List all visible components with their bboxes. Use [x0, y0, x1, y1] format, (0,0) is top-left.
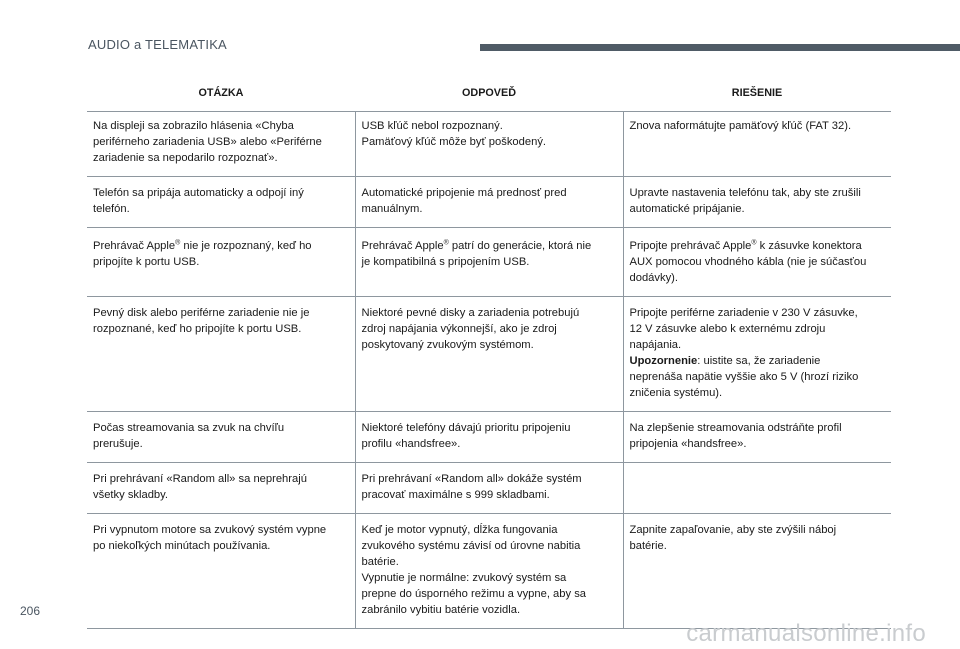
cell-text-line: všetky skladby.	[93, 489, 169, 502]
cell-text-line: pracovať maximálne s 999 skladbami.	[361, 489, 550, 502]
question-cell	[87, 227, 355, 297]
cell-text-line: pripojenia «handsfree».	[629, 438, 747, 451]
cell-text-line: Niektoré pevné disky a zariadenia potrebujú	[361, 307, 580, 320]
header-bar	[480, 44, 960, 51]
cell-text-line: je kompatibilná s pripojením USB.	[361, 256, 530, 269]
cell-text-line: zvukového systému závisí od úrovne nabitia	[361, 540, 581, 553]
column-header-question: OTÁZKA	[87, 75, 355, 111]
cell-text-line: Keď je motor vypnutý, dĺžka fungovania	[361, 524, 558, 537]
cell-text-line: batérie.	[361, 556, 399, 569]
question-cell	[87, 111, 355, 176]
watermark: carmanualsonline.info	[686, 620, 926, 647]
solution-cell	[623, 412, 891, 463]
solution-cell	[623, 176, 891, 227]
cell-text-line: napájania.	[629, 339, 682, 352]
cell-text-line: zariadenie sa nepodarilo rozpoznať».	[93, 151, 278, 164]
table-header-row	[87, 75, 891, 111]
column-header-answer: ODPOVEĎ	[355, 75, 623, 111]
answer-cell	[355, 227, 623, 297]
table-row	[87, 463, 891, 514]
question-cell	[87, 176, 355, 227]
cell-text-line: periférneho zariadenia USB» alebo «Periférne	[93, 135, 322, 148]
question-cell	[87, 463, 355, 514]
table-row	[87, 297, 891, 412]
cell-text-line: manuálnym.	[361, 202, 423, 215]
cell-text-line: Pripojte periférne zariadenie v 230 V zásuvke,	[629, 307, 858, 320]
answer-cell	[355, 176, 623, 227]
cell-text-line: Prehrávač Apple® nie je rozpoznaný, keď ho	[93, 239, 312, 253]
cell-text-line: Telefón sa pripája automaticky a odpojí iný	[93, 186, 304, 199]
question-cell	[87, 412, 355, 463]
cell-text-line: Automatické pripojenie má prednosť pred	[361, 186, 567, 199]
cell-text-line: Pri prehrávaní «Random all» dokáže systém	[361, 473, 582, 486]
question-cell	[87, 297, 355, 412]
answer-cell	[355, 412, 623, 463]
answer-cell	[355, 297, 623, 412]
cell-text-line: Zapnite zapaľovanie, aby ste zvýšili náboj	[629, 524, 837, 537]
cell-text-line: Pamäťový kľúč môže byť poškodený.	[361, 135, 547, 148]
cell-text-line: dodávky).	[629, 272, 679, 285]
cell-text-line: rozpoznané, keď ho pripojíte k portu USB.	[93, 323, 302, 336]
solution-cell	[623, 111, 891, 176]
column-header-solution: RIEŠENIE	[623, 75, 891, 111]
cell-text-line: USB kľúč nebol rozpoznaný.	[361, 119, 503, 132]
cell-text-line: Upravte nastavenia telefónu tak, aby ste zrušili	[629, 186, 861, 199]
cell-text-line: prerušuje.	[93, 438, 143, 451]
note-label: Upozornenie	[629, 355, 698, 368]
page-number: 206	[20, 604, 41, 618]
cell-text-line: Prehrávač Apple® patrí do generácie, ktorá nie	[361, 239, 592, 253]
solution-cell	[623, 297, 891, 412]
cell-text-line: Niektoré telefóny dávajú prioritu pripojeniu	[361, 422, 571, 435]
cell-text-line: prepne do úsporného režimu a vypne, aby sa	[361, 588, 587, 601]
cell-text-line: profilu «handsfree».	[361, 438, 461, 451]
answer-cell	[355, 463, 623, 514]
cell-text-line: automatické pripájanie.	[629, 202, 745, 215]
table-row	[87, 111, 891, 176]
cell-text-line: poskytovaný zvukovým systémom.	[361, 339, 534, 352]
note-text-line: zničenia systému).	[629, 387, 723, 400]
cell-text-line: AUX pomocou vhodného kábla (nie je súčasťou	[629, 256, 867, 269]
table-row	[87, 412, 891, 463]
note-text-line: : uistite sa, že zariadenie	[697, 355, 821, 368]
cell-text-line: 12 V zásuvke alebo k externému zdroju	[629, 323, 826, 336]
cell-text-line: zabránilo vybitiu batérie vozidla.	[361, 604, 521, 617]
table-row	[87, 176, 891, 227]
cell-text-line: Pri vypnutom motore sa zvukový systém vypne	[93, 524, 327, 537]
section-title: AUDIO a TELEMATIKA	[88, 37, 227, 52]
question-cell	[87, 514, 355, 629]
cell-text-line: Znova naformátujte pamäťový kľúč (FAT 32).	[629, 119, 852, 132]
cell-text-line: Pripojte prehrávač Apple® k zásuvke konektora	[629, 239, 862, 253]
table-row	[87, 227, 891, 297]
cell-text-line: pripojíte k portu USB.	[93, 256, 200, 269]
solution-cell	[623, 227, 891, 297]
solution-cell	[623, 463, 891, 514]
cell-text-line: telefón.	[93, 202, 130, 215]
cell-text-line: Vypnutie je normálne: zvukový systém sa	[361, 572, 567, 585]
note-text-line: neprenáša napätie vyššie ako 5 V (hrozí riziko	[629, 371, 859, 384]
solution-cell	[623, 514, 891, 629]
cell-text-line: zdroj napájania výkonnejší, ako je zdroj	[361, 323, 557, 336]
answer-cell	[355, 514, 623, 629]
answer-cell	[355, 111, 623, 176]
cell-text-line: batérie.	[629, 540, 667, 553]
cell-text-line: Pevný disk alebo periférne zariadenie nie je	[93, 307, 310, 320]
cell-text-line: Na displeji sa zobrazilo hlásenia «Chyba	[93, 119, 294, 132]
cell-text-line: Na zlepšenie streamovania odstráňte profil	[629, 422, 842, 435]
table-row	[87, 514, 891, 629]
cell-text-line: Pri prehrávaní «Random all» sa neprehrajú	[93, 473, 307, 486]
cell-text-line: Počas streamovania sa zvuk na chvíľu	[93, 422, 285, 435]
cell-text-line: po niekoľkých minútach používania.	[93, 540, 271, 553]
faq-table	[87, 75, 891, 629]
